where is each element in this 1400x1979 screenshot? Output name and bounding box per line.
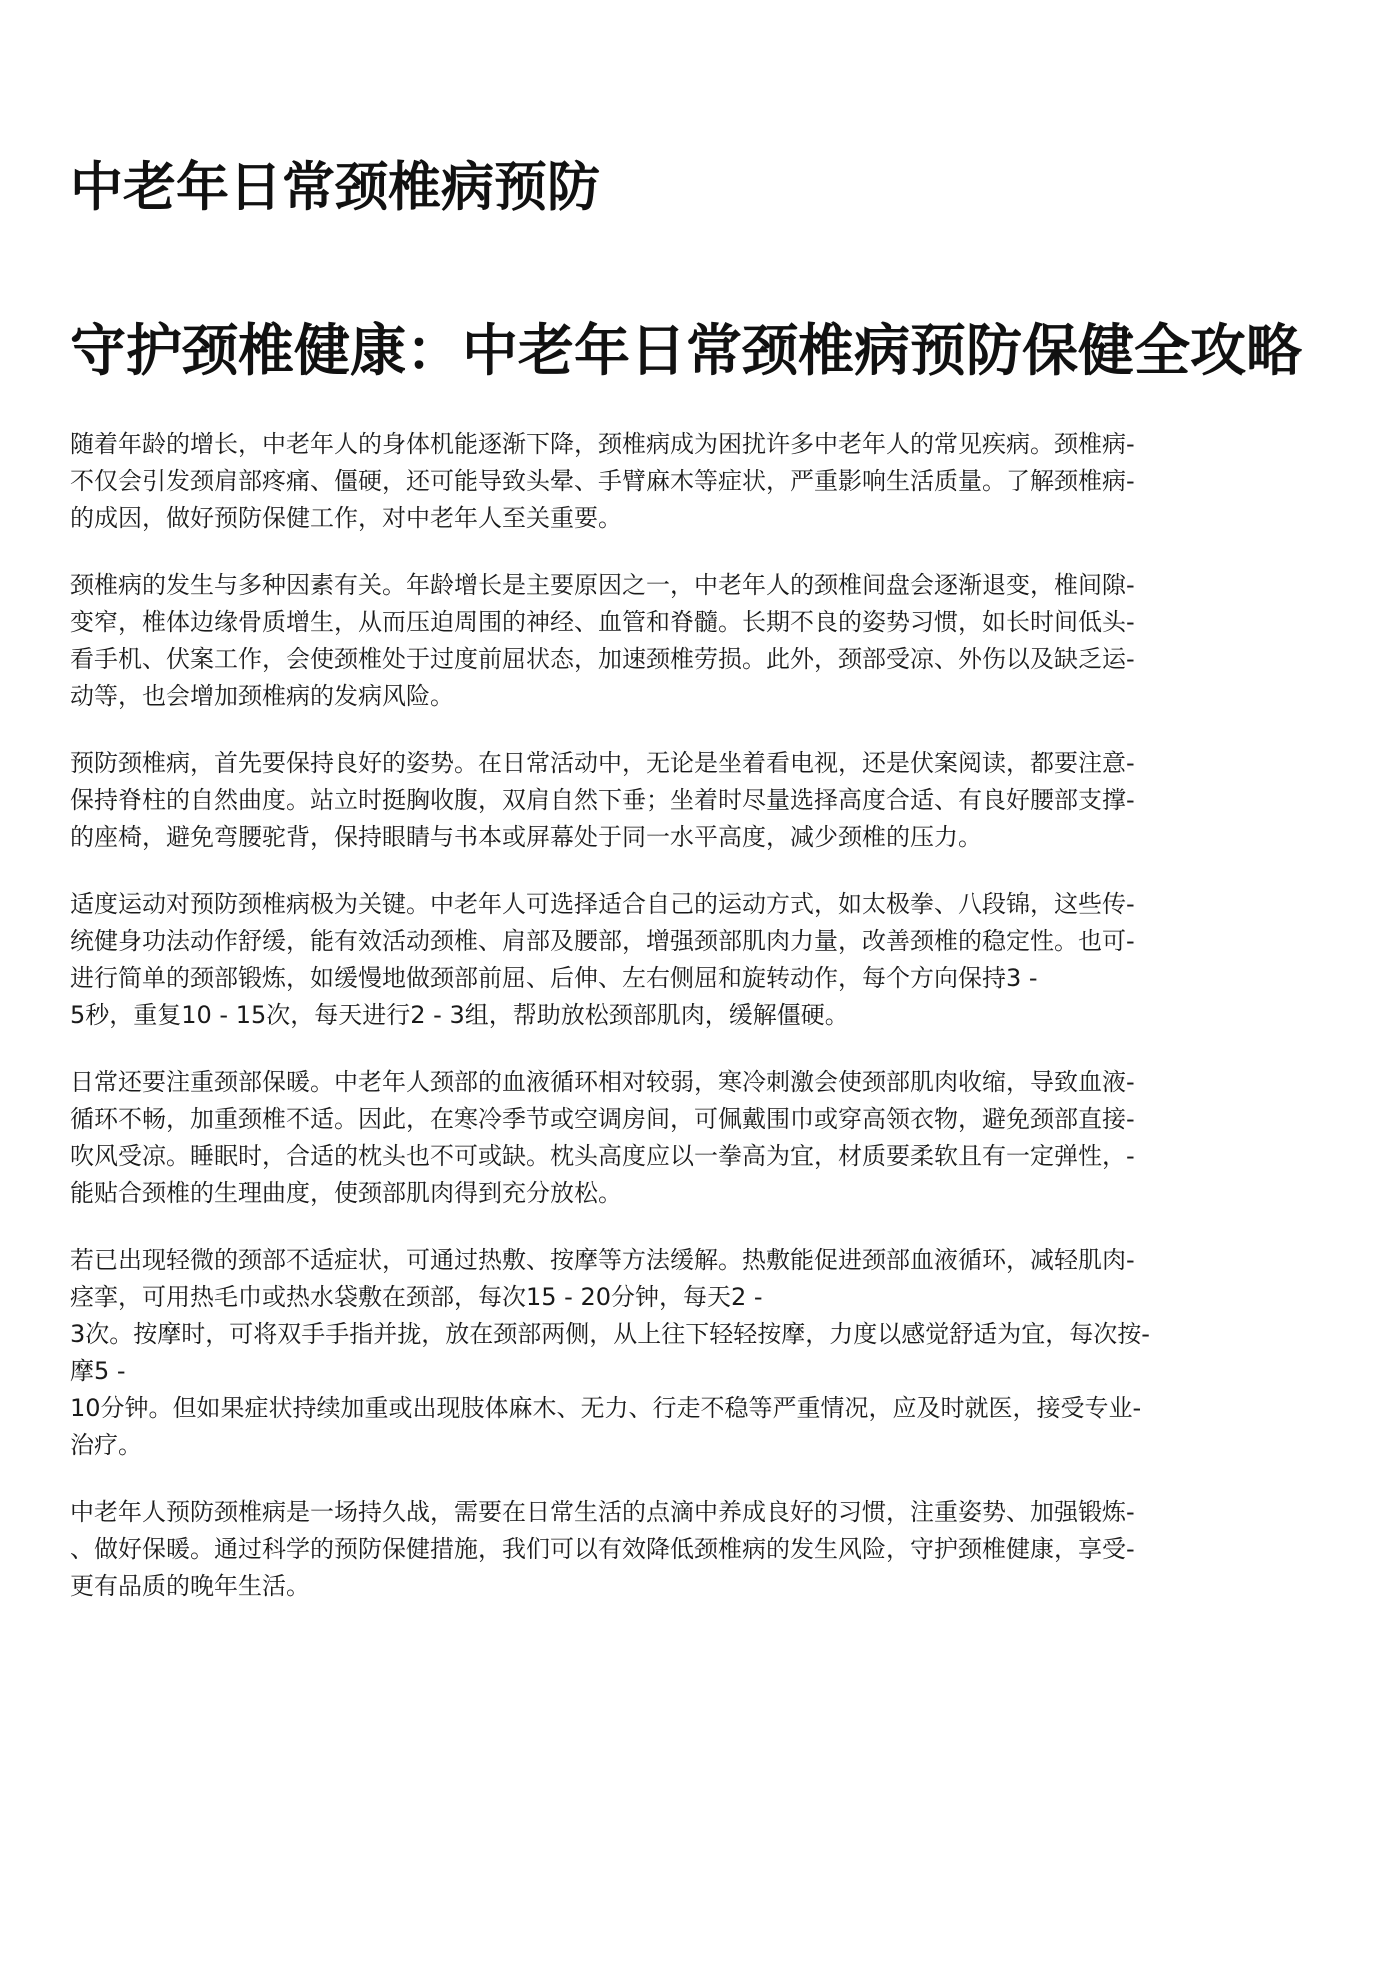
paragraph-line: 吹风受凉。睡眠时，合适的枕头也不可或缺。枕头高度应以一拳高为宜，材质要柔软且有一定弹性，- [70, 1142, 1135, 1170]
paragraph-line: 、做好保暖。通过科学的预防保健措施，我们可以有效降低颈椎病的发生风险，守护颈椎健康，享受- [70, 1535, 1135, 1563]
article-body [70, 426, 1332, 1635]
paragraph-line: 10分钟。但如果症状持续加重或出现肢体麻木、无力、行走不稳等严重情况，应及时就医，接受专业- [70, 1394, 1142, 1422]
paragraph-line: 摩5 - [70, 1357, 126, 1385]
paragraph-line: 预防颈椎病，首先要保持良好的姿势。在日常活动中，无论是坐着看电视，还是伏案阅读，都要注意- [70, 749, 1135, 777]
paragraph [70, 745, 1332, 856]
paragraph-line: 能贴合颈椎的生理曲度，使颈部肌肉得到充分放松。 [70, 1179, 622, 1207]
paragraph-line: 痉挛，可用热毛巾或热水袋敷在颈部，每次15 - 20分钟，每天2 - [70, 1283, 763, 1311]
article-title: 守护颈椎健康：中老年日常颈椎病预防保健全攻略 [70, 319, 1302, 384]
paragraph-line: 循环不畅，加重颈椎不适。因此，在寒冷季节或空调房间，可佩戴围巾或穿高领衣物，避免颈部直接- [70, 1105, 1135, 1133]
paragraph-line: 日常还要注重颈部保暖。中老年人颈部的血液循环相对较弱，寒冷刺激会使颈部肌肉收缩，导致血液- [70, 1068, 1135, 1096]
paragraph-line: 适度运动对预防颈椎病极为关键。中老年人可选择适合自己的运动方式，如太极拳、八段锦，这些传- [70, 890, 1135, 918]
paragraph-line: 的座椅，避免弯腰驼背，保持眼睛与书本或屏幕处于同一水平高度，减少颈椎的压力。 [70, 823, 982, 851]
paragraph-line: 若已出现轻微的颈部不适症状，可通过热敷、按摩等方法缓解。热敷能促进颈部血液循环，减轻肌肉- [70, 1246, 1135, 1274]
paragraph-line: 变窄，椎体边缘骨质增生，从而压迫周围的神经、血管和脊髓。长期不良的姿势习惯，如长时间低头- [70, 608, 1135, 636]
paragraph-line: 更有品质的晚年生活。 [70, 1572, 310, 1600]
paragraph-line: 动等，也会增加颈椎病的发病风险。 [70, 682, 454, 710]
paragraph-line: 保持脊柱的自然曲度。站立时挺胸收腹，双肩自然下垂；坐着时尽量选择高度合适、有良好腰部支撑- [70, 786, 1135, 814]
paragraph-line: 治疗。 [70, 1431, 142, 1459]
paragraph [70, 426, 1332, 537]
paragraph [70, 1494, 1332, 1605]
paragraph-line: 不仅会引发颈肩部疼痛、僵硬，还可能导致头晕、手臂麻木等症状，严重影响生活质量。了解颈椎病- [70, 467, 1135, 495]
paragraph-line: 5秒，重复10 - 15次，每天进行2 - 3组，帮助放松颈部肌肉，缓解僵硬。 [70, 1001, 849, 1029]
paragraph-line: 中老年人预防颈椎病是一场持久战，需要在日常生活的点滴中养成良好的习惯，注重姿势、加强锻炼- [70, 1498, 1135, 1526]
document-title: 中老年日常颈椎病预防 [70, 157, 600, 218]
paragraph-line: 统健身功法动作舒缓，能有效活动颈椎、肩部及腰部，增强颈部肌肉力量，改善颈椎的稳定性。也可- [70, 927, 1135, 955]
paragraph-line: 看手机、伏案工作，会使颈椎处于过度前屈状态，加速颈椎劳损。此外，颈部受凉、外伤以及缺乏运- [70, 645, 1135, 673]
paragraph [70, 567, 1332, 715]
paragraph-line: 随着年龄的增长，中老年人的身体机能逐渐下降，颈椎病成为困扰许多中老年人的常见疾病。颈椎病- [70, 430, 1135, 458]
paragraph [70, 886, 1332, 1034]
paragraph [70, 1242, 1332, 1464]
paragraph [70, 1064, 1332, 1212]
paragraph-line: 颈椎病的发生与多种因素有关。年龄增长是主要原因之一，中老年人的颈椎间盘会逐渐退变，椎间隙- [70, 571, 1135, 599]
paragraph-line: 的成因，做好预防保健工作，对中老年人至关重要。 [70, 504, 622, 532]
paragraph-line: 进行简单的颈部锻炼，如缓慢地做颈部前屈、后伸、左右侧屈和旋转动作，每个方向保持3 - [70, 964, 1038, 992]
paragraph-line: 3次。按摩时，可将双手手指并拢，放在颈部两侧，从上往下轻轻按摩，力度以感觉舒适为宜，每次按- [70, 1320, 1150, 1348]
